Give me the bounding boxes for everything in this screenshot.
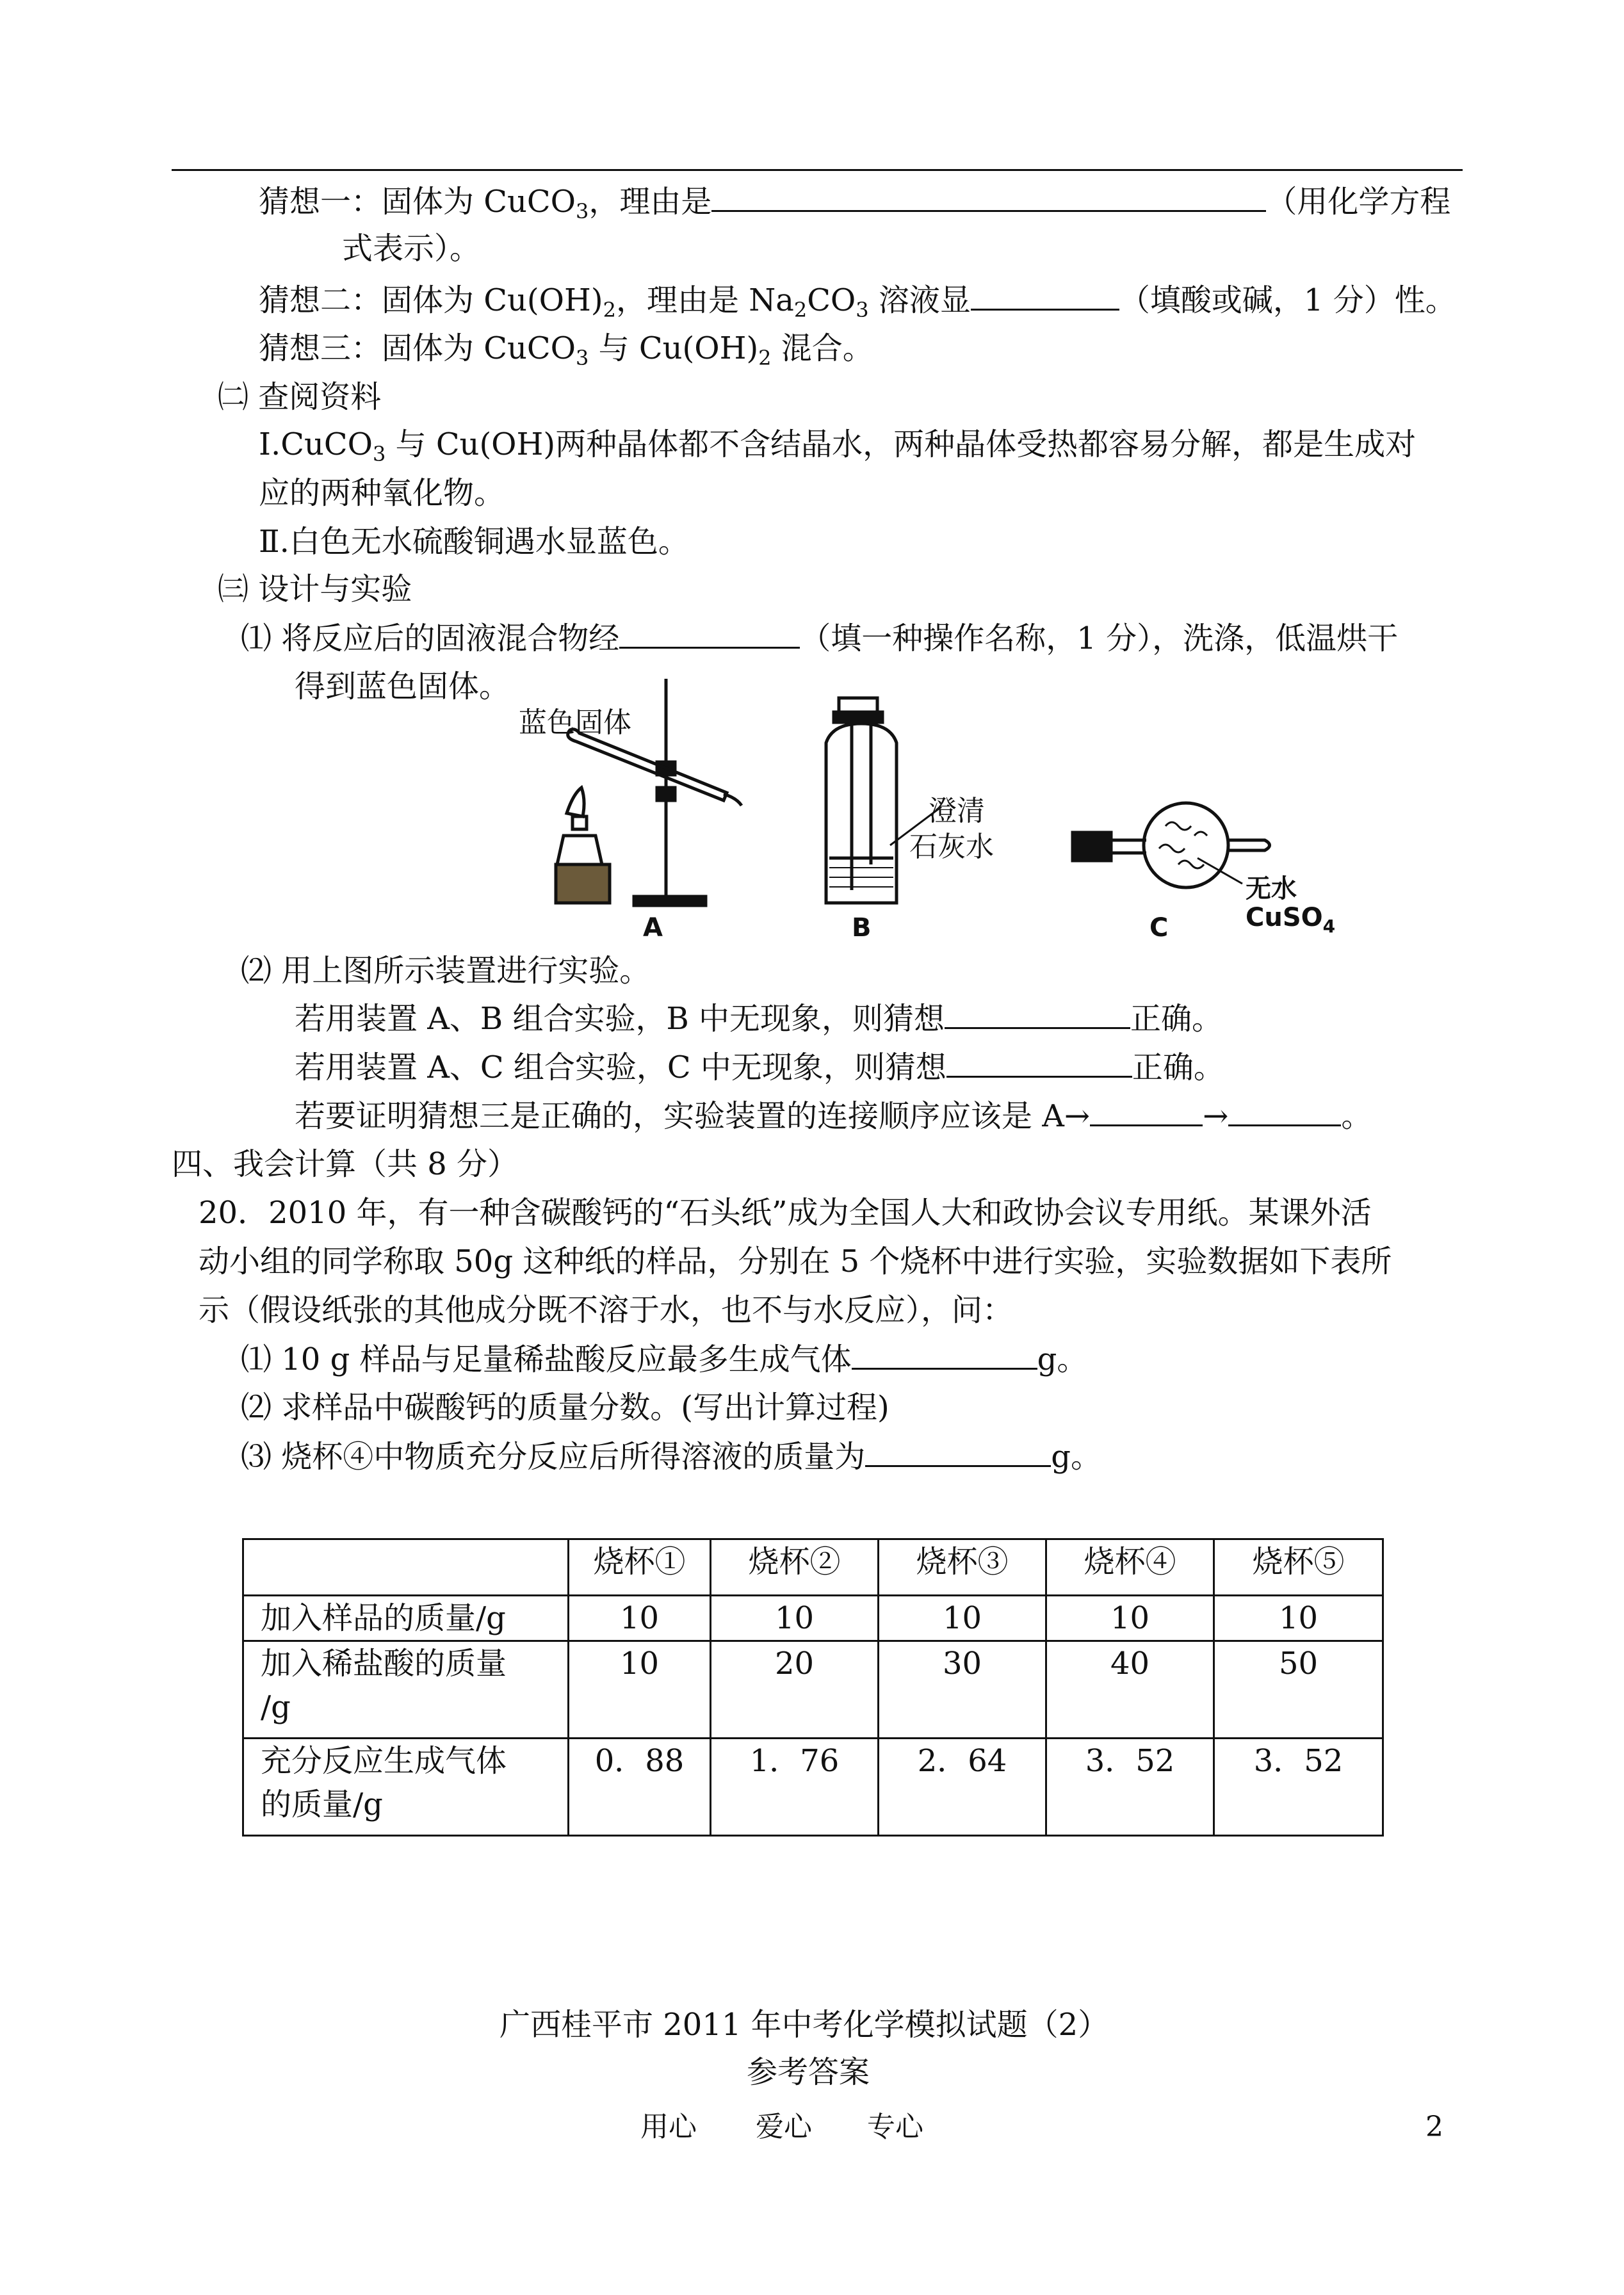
answer-blank[interactable] (1090, 1096, 1203, 1126)
label-blue-solid: 蓝色固体 (519, 706, 631, 739)
question-1: ⑴ 将反应后的固液混合物经 （填一种操作名称，1 分），洗涤，低温烘干 (241, 619, 1398, 658)
label-b: B (852, 913, 872, 943)
answer-key-title: 广西桂平市 2011 年中考化学模拟试题（2） (499, 2007, 1109, 2043)
page-number: 2 (1425, 2111, 1443, 2143)
table-cell: 10 (1046, 1596, 1214, 1641)
section-title: ㈡ 查阅资料 (218, 379, 382, 415)
footer-motto-3: 专心 (867, 2111, 923, 2143)
reference-item-1: Ⅰ.CuCO$_3$ 与 Cu(OH)两种晶体都不含结晶水，两种晶体受热都容易分解，都是生成对 (259, 426, 1417, 466)
table-header-cell: 烧杯① (569, 1539, 711, 1596)
row-label: 充分反应生成气体 的质量/g (243, 1739, 569, 1836)
question-2-line-1: 若用装置 A、B 组合实验，B 中无现象，则猜想 正确。 (295, 999, 1222, 1038)
sub-question-2: ⑵ 求样品中碳酸钙的质量分数。(写出计算过程) (241, 1390, 889, 1425)
table-cell: 3．52 (1214, 1739, 1383, 1836)
section-title: ㈢ 设计与实验 (218, 571, 412, 607)
table-cell: 10 (879, 1596, 1046, 1641)
table-header-cell: 烧杯④ (1046, 1539, 1214, 1596)
apparatus-c (1073, 803, 1270, 888)
label-a: A (643, 913, 663, 943)
table-cell: 2．64 (879, 1739, 1046, 1836)
footer-motto-2: 爱心 (756, 2111, 812, 2143)
table-header-row (243, 1539, 1383, 1596)
data-table (242, 1538, 1384, 1837)
answer-key-subtitle: 参考答案 (747, 2054, 870, 2090)
question-1-cont: 得到蓝色固体。 (295, 669, 510, 704)
problem-text-2: 动小组的同学称取 50g 这种纸的样品，分别在 5 个烧杯中进行实验，实验数据如下表所 (199, 1244, 1392, 1279)
table-cell: 10 (569, 1596, 711, 1641)
apparatus-b (826, 698, 941, 903)
table-header-cell: 烧杯③ (879, 1539, 1046, 1596)
table-cell: 0．88 (569, 1739, 711, 1836)
answer-blank[interactable] (711, 182, 1266, 212)
table-cell: 10 (569, 1641, 711, 1739)
label-lime-water-1: 澄清 (929, 795, 985, 827)
table-cell: 3．52 (1046, 1739, 1214, 1836)
table-row (243, 1739, 1383, 1836)
label-lime-water-2: 石灰水 (909, 831, 994, 863)
table-cell: 20 (711, 1641, 879, 1739)
table-cell: 40 (1046, 1641, 1214, 1739)
table-cell: 10 (711, 1596, 879, 1641)
guess-3: 猜想三：固体为 CuCO$_3$ 与 $Cu(OH)_2$ 混合。 (259, 330, 873, 370)
guess-2: 猜想二：固体为 $Cu(OH)_2$，理由是 $Na_2CO_3$ 溶液显 （填酸或碱，1 分）性。 (259, 280, 1456, 320)
table-cell: 10 (1214, 1596, 1383, 1641)
table-cell: 30 (879, 1641, 1046, 1739)
guess-1: 猜想一：固体为 CuCO$_3$，理由是 （用化学方程 (259, 182, 1450, 221)
table-row (243, 1596, 1383, 1641)
question-2: ⑵ 用上图所示装置进行实验。 (241, 953, 651, 989)
answer-blank[interactable] (1228, 1096, 1341, 1126)
table-header-cell (243, 1539, 569, 1596)
question-2-line-2: 若用装置 A、C 组合实验，C 中无现象，则猜想 正确。 (295, 1048, 1224, 1087)
label-anhydrous: 无水 (1246, 874, 1297, 904)
answer-blank[interactable] (619, 619, 800, 649)
table-cell: 50 (1214, 1641, 1383, 1739)
table-header-cell: 烧杯② (711, 1539, 879, 1596)
table-header-cell: 烧杯⑤ (1214, 1539, 1383, 1596)
row-label: 加入稀盐酸的质量 /g (243, 1641, 569, 1739)
label-c: C (1149, 913, 1169, 943)
answer-blank[interactable] (946, 1048, 1132, 1078)
question-2-line-3: 若要证明猜想三是正确的，实验装置的连接顺序应该是 A→ → 。 (295, 1096, 1372, 1135)
footer-motto-1: 用心 (640, 2111, 697, 2143)
problem-text-1: 20．2010 年，有一种含碳酸钙的“石头纸”成为全国人大和政协会议专用纸。某课外活 (199, 1195, 1372, 1231)
reference-item-2: Ⅱ.白色无水硫酸铜遇水显蓝色。 (259, 524, 689, 560)
problem-text-3: 示（假设纸张的其他成分既不溶于水，也不与水反应），问： (199, 1292, 1014, 1328)
table-row (243, 1641, 1383, 1739)
answer-blank[interactable] (971, 280, 1119, 311)
sub-question-1: ⑴ 10 g 样品与足量稀盐酸反应最多生成气体 g。 (241, 1340, 1087, 1379)
label-cuso4: CuSO$_4$ (1246, 903, 1336, 937)
header-rule (172, 169, 1463, 171)
answer-blank[interactable] (852, 1340, 1037, 1370)
reference-item-1-cont: 应的两种氧化物。 (259, 475, 505, 511)
guess-1-cont: 式表示）。 (342, 231, 481, 266)
answer-blank[interactable] (945, 999, 1130, 1029)
sub-question-3: ⑶ 烧杯④中物质充分反应后所得溶液的质量为 g。 (241, 1437, 1101, 1476)
apparatus-diagram (506, 672, 1358, 954)
row-label: 加入样品的质量/g (243, 1596, 569, 1641)
table-cell: 1．76 (711, 1739, 879, 1836)
section-title: 四、我会计算（共 8 分） (172, 1146, 519, 1182)
answer-blank[interactable] (865, 1437, 1051, 1467)
